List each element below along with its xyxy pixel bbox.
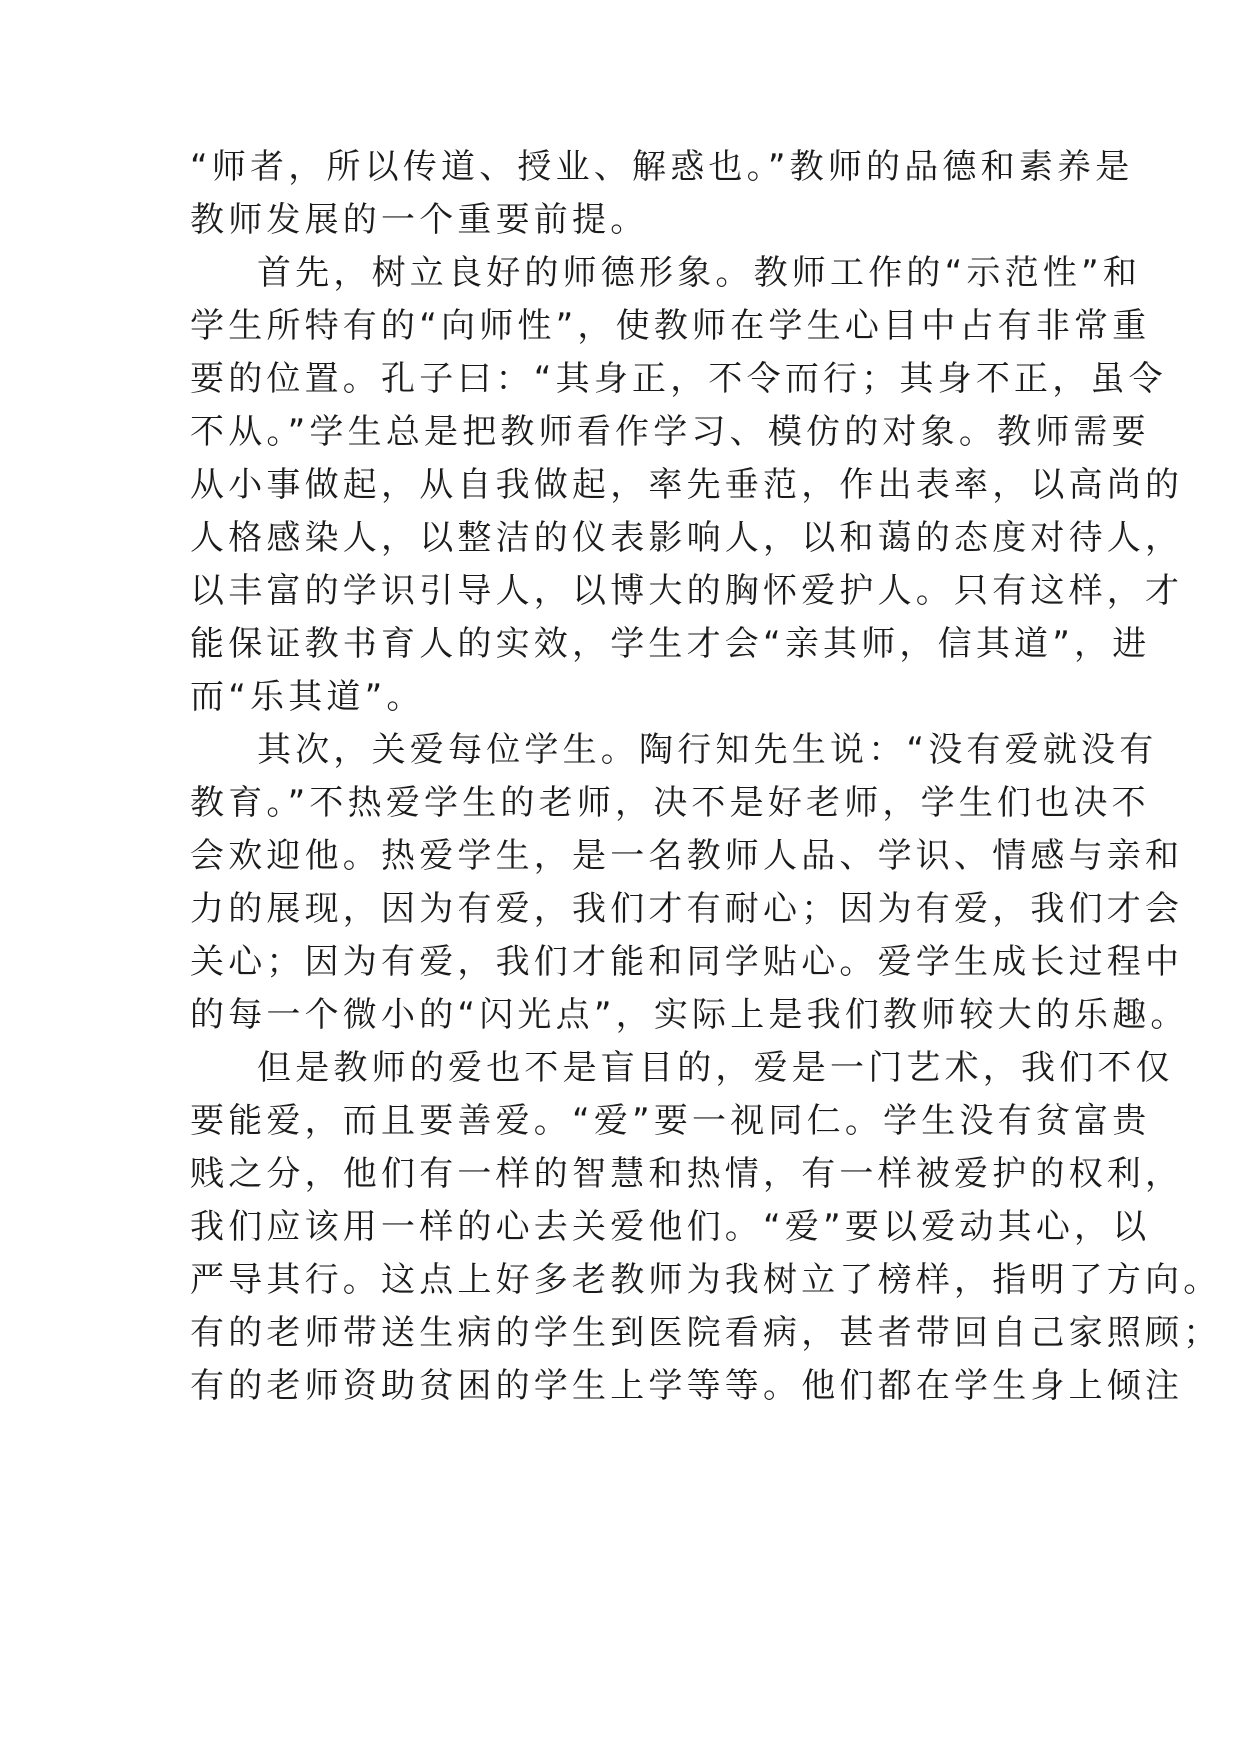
text-line: 严导其行。这点上好多老教师为我树立了榜样，指明了方向。 (190, 1260, 1222, 1300)
paragraph-start-line: 其次，关爱每位学生。陶行知先生说：“没有爱就没有 (257, 730, 1158, 770)
text-line: 学生所特有的“向师性”，使教师在学生心目中占有非常重 (190, 306, 1151, 346)
text-line: 贱之分，他们有一样的智慧和热情，有一样被爱护的权利， (190, 1154, 1184, 1194)
text-line: 的每一个微小的“闪光点”，实际上是我们教师较大的乐趣。 (190, 995, 1189, 1035)
text-line: 能保证教书育人的实效，学生才会“亲其师，信其道”，进 (190, 624, 1151, 664)
paragraph-start-line: 首先，树立良好的师德形象。教师工作的“示范性”和 (257, 253, 1142, 293)
paragraph-start-line: 但是教师的爱也不是盲目的，爱是一门艺术，我们不仅 (257, 1048, 1174, 1088)
text-line: 有的老师资助贫困的学生上学等等。他们都在学生身上倾注 (190, 1366, 1184, 1406)
text-line: 力的展现，因为有爱，我们才有耐心；因为有爱，我们才会 (190, 889, 1184, 929)
text-line: 教师发展的一个重要前提。 (190, 200, 649, 240)
text-line: 人格感染人，以整洁的仪表影响人，以和蔼的态度对待人， (190, 518, 1184, 558)
text-line: 要的位置。孔子曰：“其身正，不令而行；其身不正，虽令 (190, 359, 1167, 399)
text-line: 有的老师带送生病的学生到医院看病，甚者带回自己家照顾； (190, 1313, 1222, 1353)
text-line: 关心；因为有爱，我们才能和同学贴心。爱学生成长过程中 (190, 942, 1184, 982)
text-line: 而“乐其道”。 (190, 677, 425, 717)
text-line: 我们应该用一样的心去关爱他们。“爱”要以爱动其心，以 (190, 1207, 1151, 1247)
text-line: 从小事做起，从自我做起，率先垂范，作出表率，以高尚的 (190, 465, 1184, 505)
text-line: 教育。”不热爱学生的老师，决不是好老师，学生们也决不 (190, 783, 1150, 823)
text-line: 会欢迎他。热爱学生，是一名教师人品、学识、情感与亲和 (190, 836, 1184, 876)
text-line: 不从。”学生总是把教师看作学习、模仿的对象。教师需要 (190, 412, 1150, 452)
text-line: “师者，所以传道、授业、解惑也。”教师的品德和素养是 (190, 147, 1134, 187)
text-line: 要能爱，而且要善爱。“爱”要一视同仁。学生没有贫富贵 (190, 1101, 1151, 1141)
text-line: 以丰富的学识引导人，以博大的胸怀爱护人。只有这样，才 (190, 571, 1184, 611)
